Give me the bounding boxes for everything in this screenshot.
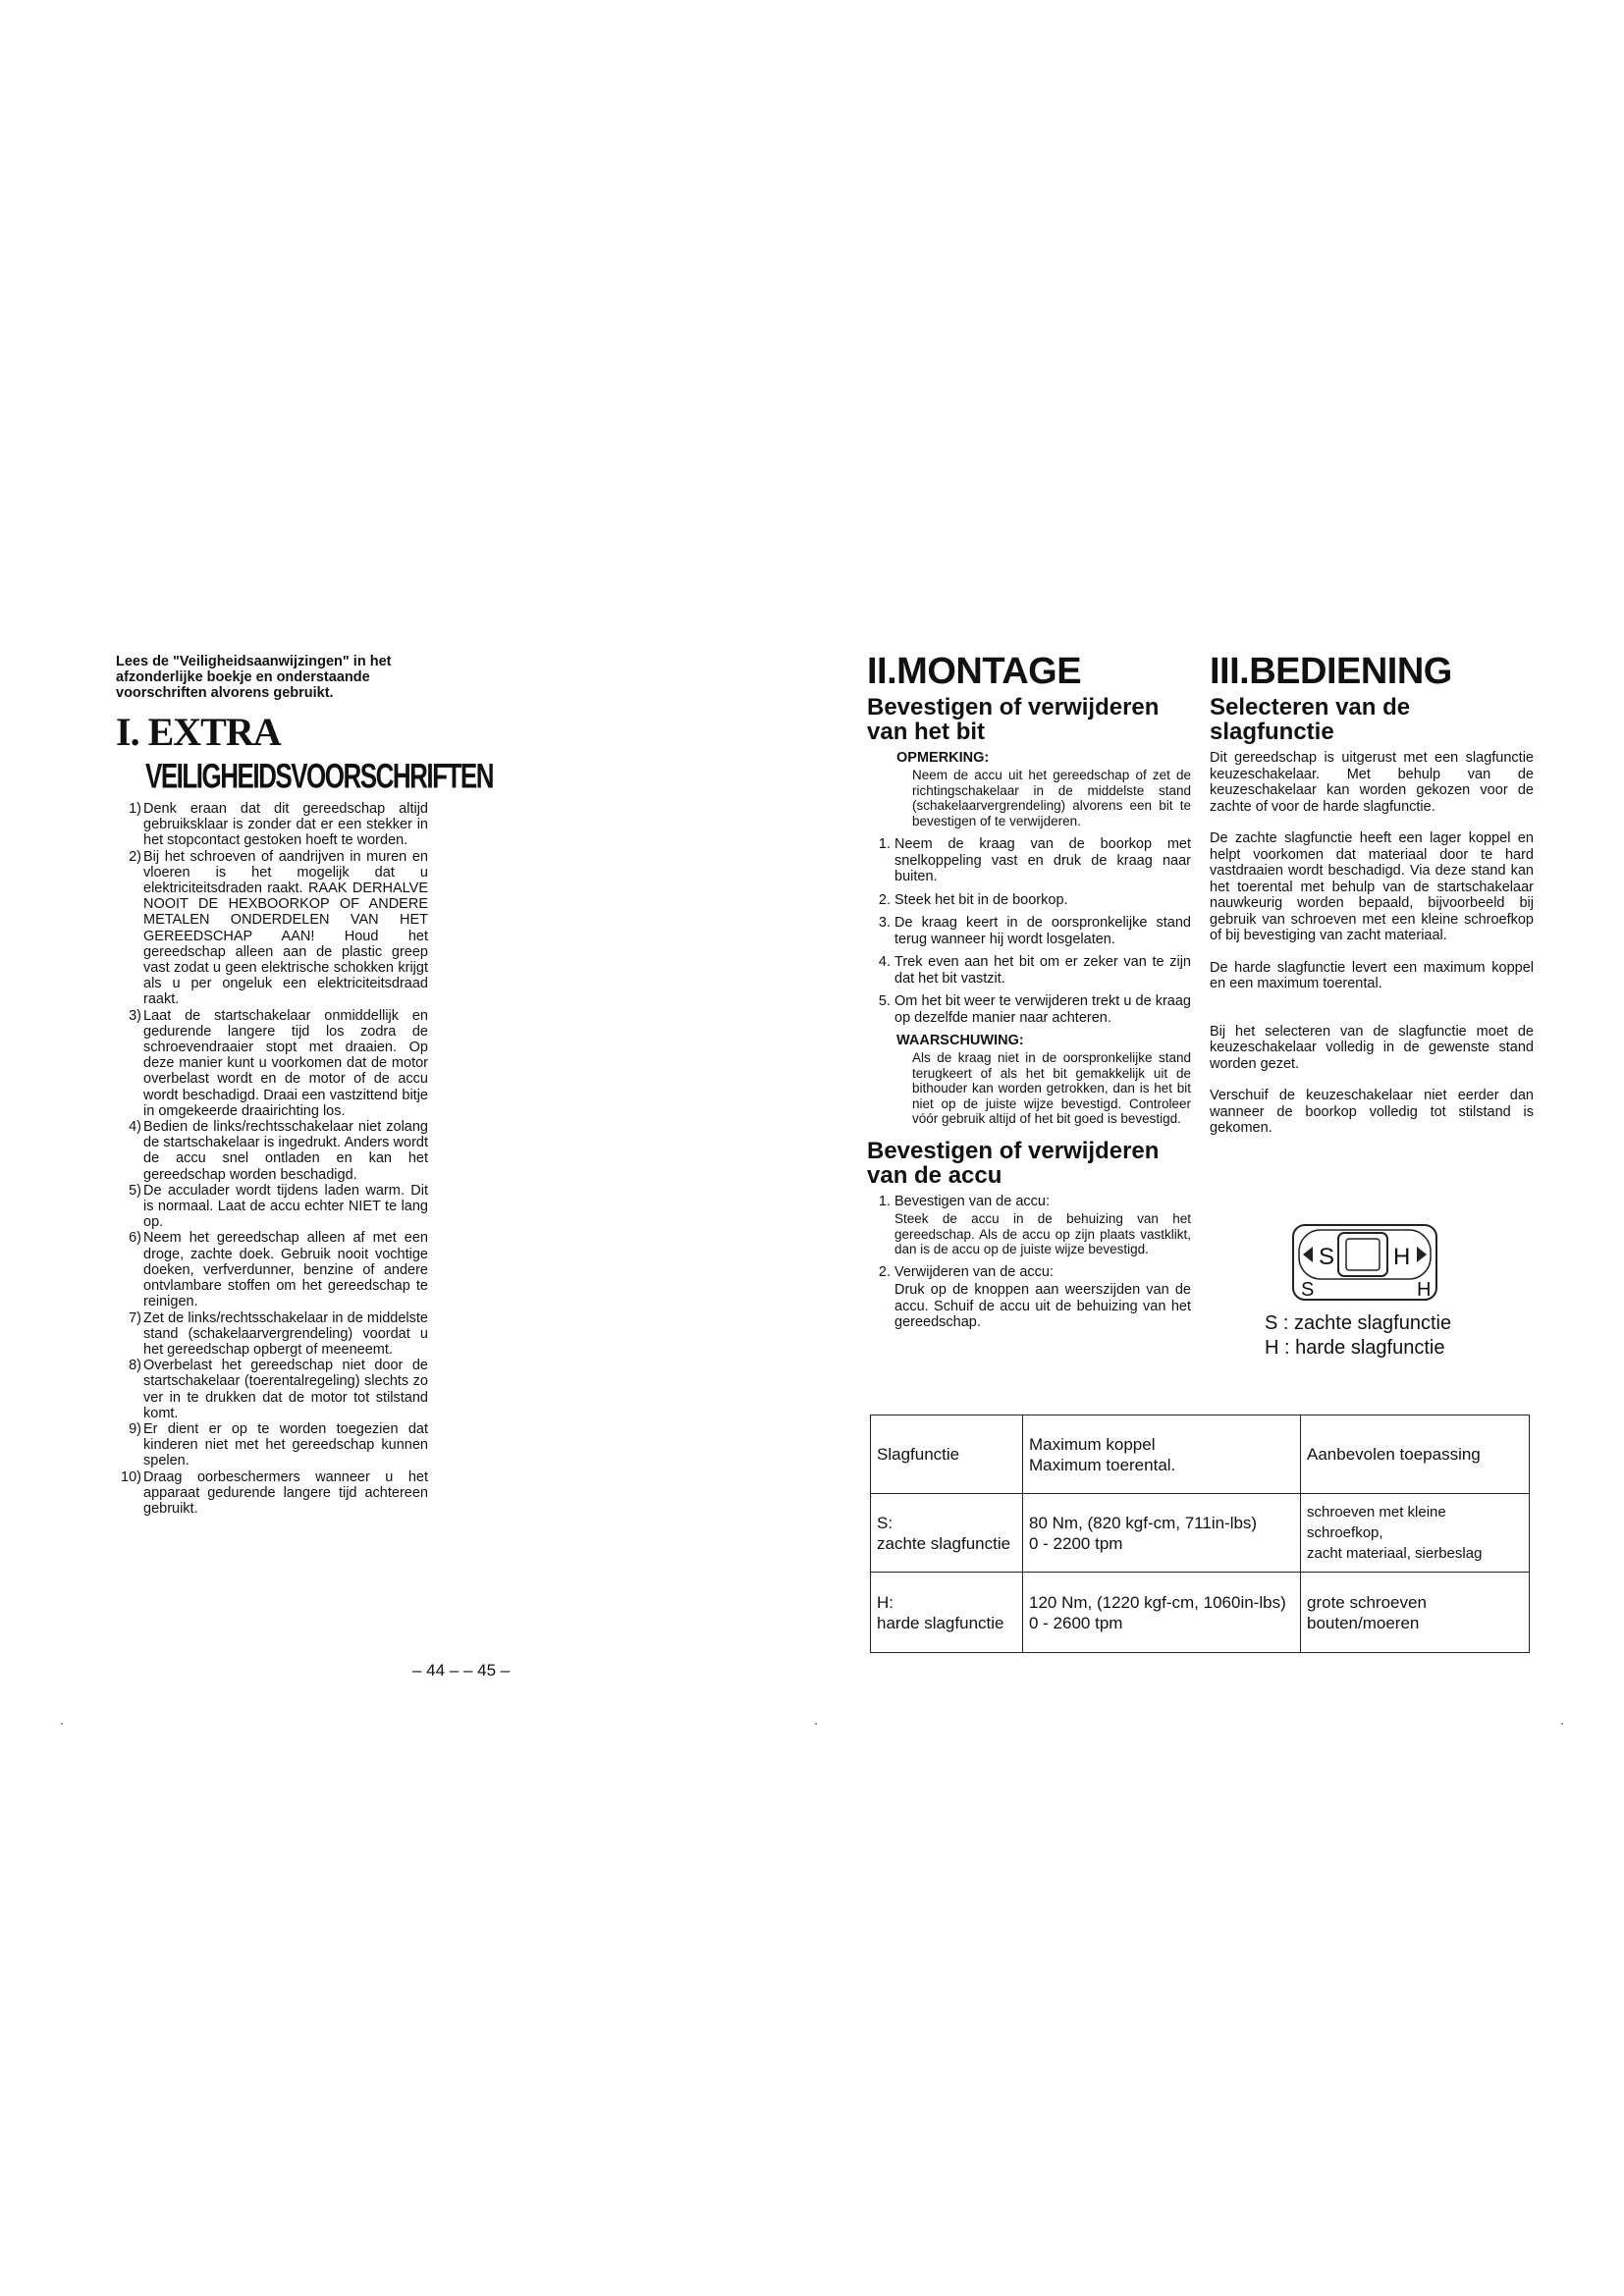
list-item [867,954,1191,987]
step-number: 1. [878,1193,891,1209]
list-item [116,1358,428,1421]
item-number: 5) [129,1182,141,1199]
step-detail: Druk op de knoppen aan weerszijden van de accu. Schuif de accu uit de behuizing van het gereedschap. [894,1282,1191,1330]
list-item [116,849,428,1008]
legend-s: S : zachte slagfunctie [1265,1312,1452,1334]
list-item [867,892,1191,909]
item-number: 8) [129,1358,141,1374]
list-item [116,1310,428,1359]
scan-mark [61,1723,63,1725]
item-text: Er dient er op te worden toegezien dat kinderen niet met het gereedschap kunnen spelen. [143,1420,428,1469]
warning-label: WAARSCHUWING: [896,1033,1024,1048]
switch-label-s: S [1319,1244,1335,1270]
list-item [116,1230,428,1309]
list-item [867,836,1191,885]
section-i-title-sub: VEILIGHEIDSVOORSCHRIFTEN [145,756,494,796]
item-text: Overbelast het gereedschap niet door de startschakelaar (toerentalregeling) slechts zo ver in te drukken dat de motor tot stilstand komt. [143,1358,428,1421]
list-item [116,801,428,849]
section-i-title-main: I. EXTRA [116,710,281,754]
step-text: Bevestigen van de accu: [894,1193,1050,1209]
position-label-h: H [1417,1279,1432,1301]
left-column [116,654,494,1517]
item-text: Laat de startschakelaar onmiddellijk en gedurende langere tijd los zodra de schroevendraaier stopt met draaien. Op deze manier kunt u voorkomen dat de motor overbelast wordt en de motor of de accu wordt beschadigd. Draai een vastzittend bitje in omgekeerde draairichting los. [143,1007,428,1119]
step-number: 3. [878,915,891,931]
item-text: Draag oorbeschermers wanneer u het apparaat gedurende langere tijd achtereen gebruikt. [143,1468,428,1517]
table-header-row [871,1415,1530,1494]
note-text: Neem de accu uit het gereedschap of zet de richtingschakelaar in de middelste stand (schakelaarvergrendeling) alvorens een bit te bevestigen of te verwijderen. [912,768,1191,828]
safety-rules-list [116,801,428,1517]
list-item [116,1119,428,1183]
step-text: De kraag keert in de oorspronkelijke stand terug wanneer hij wordt losgelaten. [894,915,1191,947]
paragraph: De zachte slagfunctie heeft een lager koppel en helpt voorkomen dat materiaal door te hard vastdraaien wordt beschadigd. Via deze stand kan het toerental met behulp van de startschakelaar nauwkeurig worden bepaald, bijvoorbeeld bij gebruik van schroeven met een kleine schroefkop of bij bevestiging van zacht materiaal. [1210,830,1534,943]
table-cell: Maximum koppel Maximum toerental. [1023,1415,1301,1494]
bit-steps-list [867,836,1191,1026]
paragraph: Dit gereedschap is uitgerust met een slagfunctie keuzeschakelaar. Met behulp van de keuzeschakelaar kan worden gekozen voor de zachte of voor de harde slagfunctie. [1210,750,1534,815]
list-item [116,1183,428,1231]
step-number: 4. [878,954,891,970]
list-item [116,1008,428,1119]
item-text: Zet de links/rechtsschakelaar in de middelste stand (schakelaarvergrendeling) voordat u het gereedschap opbergt of meeneemt. [143,1309,428,1358]
position-label-s: S [1301,1279,1315,1301]
item-text: Bedien de links/rechtsschakelaar niet zolang de startschakelaar is ingedrukt. Anders wordt de accu snel ontladen en kan het gereedschap worden beschadigd. [143,1119,428,1183]
impact-switch-figure [1291,1223,1438,1302]
step-text: Om het bit weer te verwijderen trekt u de kraag op dezelfde manier naar achteren. [894,993,1191,1026]
item-number: 3) [129,1007,141,1024]
montage-column [867,652,1191,1338]
paragraph: Verschuif de keuzeschakelaar niet eerder dan wanneer de boorkop volledig tot stilstand is gekomen. [1210,1088,1534,1136]
note-label: OPMERKING: [896,750,990,766]
step-detail: Steek de accu in de behuizing van het gereedschap. Als de accu op zijn plaats vastklikt, dan is de accu op de juiste wijze bevestigd. [894,1211,1191,1256]
step-text: Neem de kraag van de boorkop met snelkoppeling vast en druk de kraag naar buiten. [894,836,1191,884]
item-number: 9) [129,1420,141,1437]
step-text: Steek het bit in de boorkop. [894,891,1068,908]
table-cell: 80 Nm, (820 kgf-cm, 711in-lbs) 0 - 2200 tpm [1023,1494,1301,1573]
switch-label-h: H [1393,1244,1411,1270]
warning-text: Als de kraag niet in de oorspronkelijke stand terugkeert of als het bit gemakkelijk uit de bithouder kan worden getrokken, dan is het bit niet op de juiste wijze bevestigd. Controleer vóór gebruik altijd of het bit goed is bevestigd. [912,1050,1191,1126]
list-item [867,993,1191,1026]
spec-table [870,1415,1530,1653]
accu-subtitle: Bevestigen of verwijderen van de accu [867,1137,1160,1189]
section-iii-title: III.BEDIENING [1210,651,1452,692]
bediening-column [1210,652,1534,1152]
item-text: Denk eraan dat dit gereedschap altijd gebruiksklaar is zonder dat er een stekker in het stopcontact gestoken hoeft te worden. [143,801,428,849]
step-number: 2. [878,891,891,908]
scan-mark [1561,1723,1563,1725]
item-number: 1) [129,801,141,817]
table-cell: schroeven met kleine schroefkop, zacht materiaal, sierbeslag [1301,1494,1530,1573]
step-number: 1. [878,836,891,852]
bit-subtitle: Bevestigen of verwijderen van het bit [867,694,1160,745]
step-text: Verwijderen van de accu: [894,1263,1055,1280]
list-item [867,1264,1191,1331]
list-item [867,1194,1191,1257]
item-number: 4) [129,1119,141,1136]
page-numbers: – 44 – – 45 – [412,1661,511,1680]
item-number: 6) [129,1230,141,1247]
section-i-title [116,710,494,796]
table-cell: H: harde slagfunctie [871,1573,1023,1653]
item-text: De acculader wordt tijdens laden warm. Dit is normaal. Laat de accu echter NIET te lang op. [143,1182,428,1231]
table-row [871,1494,1530,1573]
list-item [116,1469,428,1518]
item-number: 7) [129,1309,141,1326]
step-text: Trek even aan het bit om er zeker van te zijn dat het bit vastzit. [894,954,1191,987]
table-cell: grote schroeven bouten/moeren [1301,1573,1530,1653]
item-text: Neem het gereedschap alleen af met een droge, zachte doek. Gebruik nooit vochtige doeken, verfverdunner, benzine of andere ontvlambare stoffen om het gereedschap te reinigen. [143,1230,428,1310]
item-text: Bij het schroeven of aandrijven in muren en vloeren is het mogelijk dat u elektriciteitsdraden raakt. RAAK DERHALVE NOOIT DE HEXBOORKOP OF ANDERE METALEN ONDERDELEN VAN HET GEREEDSCHAP AAN! Houd het gereedschap alleen aan de plastic greep vast zodat u geen elektrische schokken krijgt als u per ongeluk een elektriciteitsdraad raakt. [143,848,428,1008]
scan-mark [815,1723,817,1725]
step-number: 5. [878,993,891,1009]
paragraph: De harde slagfunctie levert een maximum koppel en een maximum toerental. [1210,959,1534,991]
step-number: 2. [878,1263,891,1280]
item-number: 2) [129,848,141,865]
intro-text: Lees de "Veiligheidsaanwijzingen" in het afzonderlijke boekje en onderstaande voorschriften alvorens gebruikt. [116,654,392,701]
section-ii-title: II.MONTAGE [867,651,1082,692]
paragraph: Bij het selecteren van de slagfunctie moet de keuzeschakelaar volledig in de gewenste stand worden gezet. [1210,1023,1534,1072]
table-cell: S: zachte slagfunctie [871,1494,1023,1573]
table-cell: 120 Nm, (1220 kgf-cm, 1060in-lbs) 0 - 2600 tpm [1023,1573,1301,1653]
impact-subtitle: Selecteren van de slagfunctie [1210,694,1411,745]
accu-steps-list [867,1194,1191,1331]
legend-h: H : harde slagfunctie [1265,1337,1445,1359]
item-number: 10) [121,1468,141,1485]
list-item [116,1421,428,1469]
table-row [871,1573,1530,1653]
table-cell: Aanbevolen toepassing [1301,1415,1530,1494]
list-item [867,915,1191,947]
table-cell: Slagfunctie [871,1415,1023,1494]
